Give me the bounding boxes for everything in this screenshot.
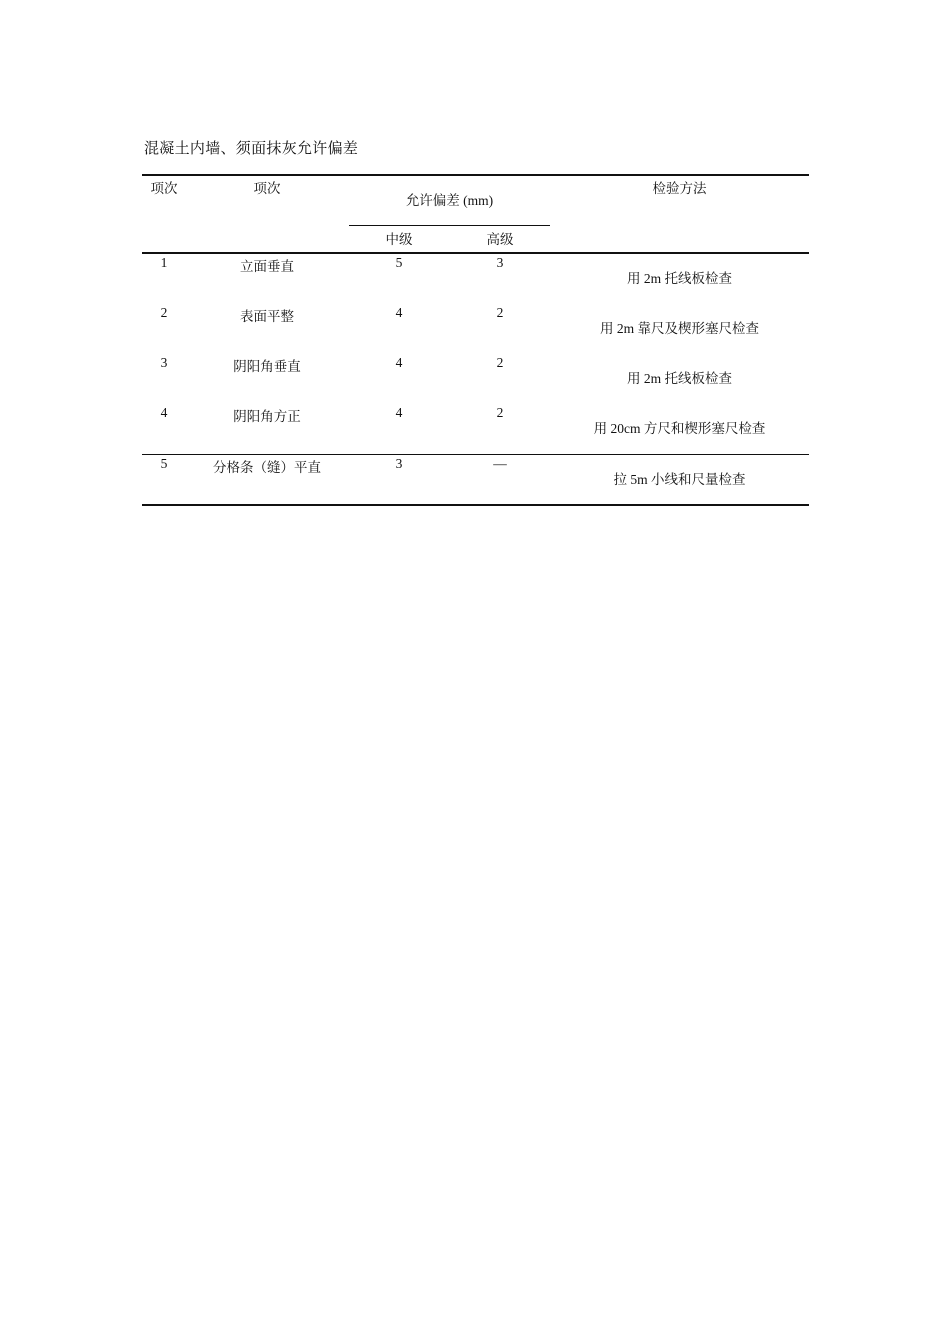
row-item: 分格条（缝）平直 xyxy=(213,460,321,475)
header-method: 检验方法 xyxy=(652,181,707,196)
row-no: 2 xyxy=(160,305,168,320)
row-high-value: 2 xyxy=(496,405,504,420)
header-item: 项次 xyxy=(253,181,281,196)
row-item: 立面垂直 xyxy=(240,259,294,274)
row-no: 3 xyxy=(160,355,168,370)
row-high-value: 2 xyxy=(496,305,504,320)
row-mid-value: 4 xyxy=(395,305,403,320)
row-mid-value: 4 xyxy=(395,405,403,420)
tolerance-table xyxy=(142,174,809,507)
row-item: 阴阳角垂直 xyxy=(233,359,301,374)
header-tolerance: 允许偏差 (mm) xyxy=(405,193,494,208)
group-separator-rule xyxy=(142,454,809,455)
row-high-value: — xyxy=(493,456,507,471)
row-no: 5 xyxy=(160,456,168,471)
row-mid-value: 5 xyxy=(395,255,403,270)
row-item: 阴阳角方正 xyxy=(233,409,301,424)
row-high-value: 3 xyxy=(496,255,504,270)
row-method: 用 2m 托线板检查 xyxy=(626,371,732,386)
header-bottom-rule xyxy=(142,252,809,254)
header-sub-rule xyxy=(349,225,550,226)
table-bottom-rule xyxy=(142,504,809,506)
row-no: 4 xyxy=(160,405,168,420)
page-title: 混凝土内墙、须面抹灰允许偏差 xyxy=(144,140,359,157)
table-top-rule xyxy=(142,174,809,176)
row-method: 用 2m 托线板检查 xyxy=(626,271,732,286)
header-no: 项次 xyxy=(150,181,178,196)
row-no: 1 xyxy=(160,255,168,270)
row-mid-value: 4 xyxy=(395,355,403,370)
row-high-value: 2 xyxy=(496,355,504,370)
row-item: 表面平整 xyxy=(240,309,294,324)
row-method: 拉 5m 小线和尺量检查 xyxy=(613,472,746,487)
header-mid-grade: 中级 xyxy=(385,232,413,247)
row-method: 用 20cm 方尺和楔形塞尺检查 xyxy=(593,421,766,436)
header-high-grade: 高级 xyxy=(486,232,514,247)
row-method: 用 2m 靠尺及楔形塞尺检查 xyxy=(599,321,759,336)
row-mid-value: 3 xyxy=(395,456,403,471)
